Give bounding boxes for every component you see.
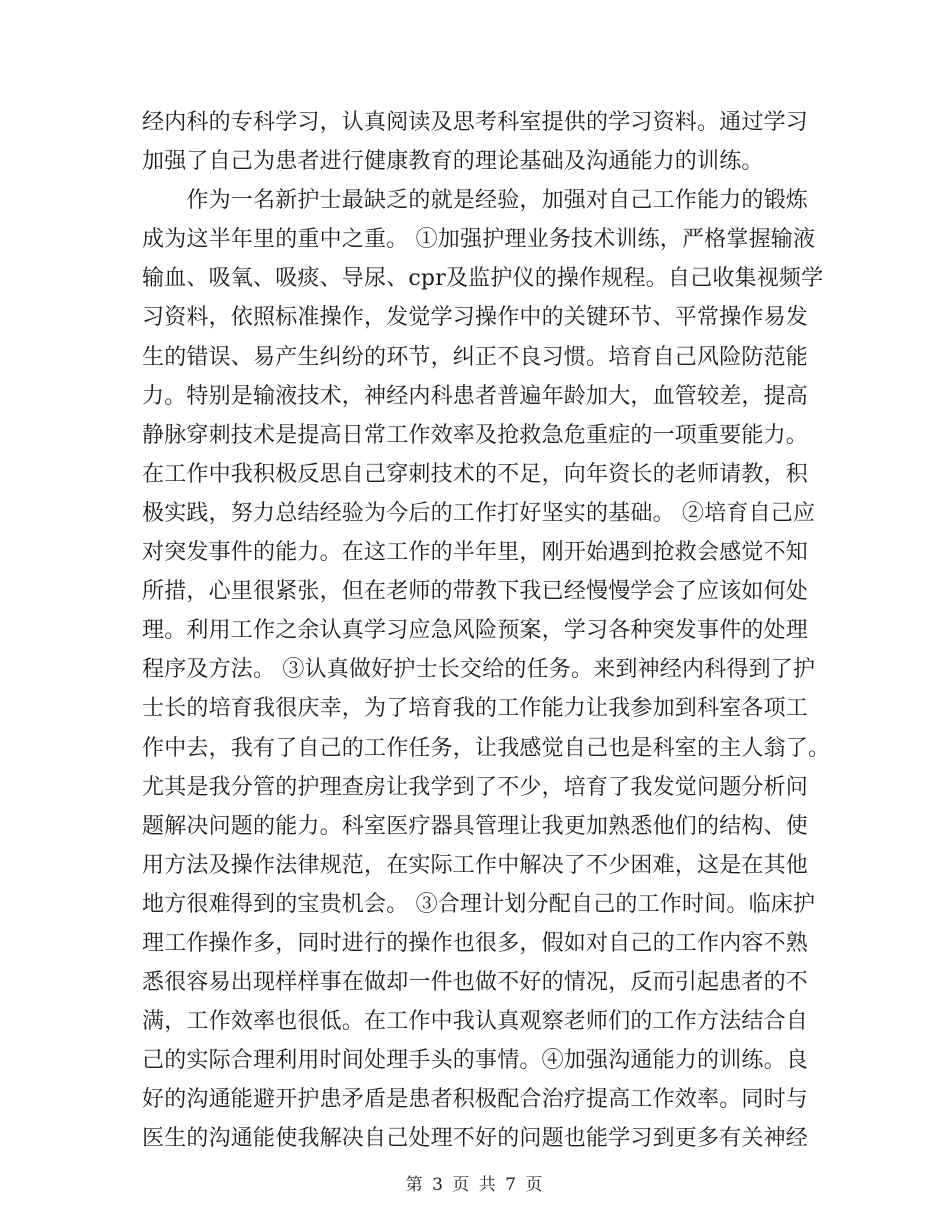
- text-line: 经内科的专科学习，认真阅读及思考科室提供的学习资料。通过学习: [142, 110, 809, 135]
- text-line: 极实践，努力总结经验为今后的工作打好坚实的基础。 ②培育自己应: [142, 500, 816, 526]
- text-line: 作中去，我有了自己的工作任务，让我感觉自己也是科室的主人翁了。: [142, 735, 831, 761]
- text-line: 医生的沟通能使我解决自己处理不好的问题也能学习到更多有关神经: [142, 1126, 809, 1152]
- text-line: 所措，心里很紧张，但在老师的带教下我已经慢慢学会了应该如何处: [142, 579, 809, 605]
- text-line: 加强了自己为患者进行健康教育的理论基础及沟通能力的训练。: [142, 149, 764, 175]
- text-line: 成为这半年里的重中之重。 ①加强护理业务技术训练，严格掌握输液: [142, 227, 816, 253]
- text-line: 程序及方法。 ③认真做好护士长交给的任务。来到神经内科得到了护: [142, 657, 816, 683]
- text-line: 生的错误、易产生纠纷的环节，纠正不良习惯。培育自己风险防范能: [142, 344, 809, 370]
- text-line: 习资料，依照标准操作，发觉学习操作中的关键环节、平常操作易发: [142, 305, 809, 331]
- text-line: 己的实际合理利用时间处理手头的事情。④加强沟通能力的训练。良: [142, 1048, 809, 1074]
- text-line: 对突发事件的能力。在这工作的半年里，刚开始遇到抢救会感觉不知: [142, 540, 809, 566]
- text-line: 悉很容易出现样样事在做却一件也做不好的情况，反而引起患者的不: [142, 970, 809, 996]
- text-line: 士长的培育我很庆幸，为了培育我的工作能力让我参加到科室各项工: [142, 696, 809, 722]
- page-number-footer: 第 3 页 共 7 页: [405, 1175, 545, 1195]
- text-line: 满，工作效率也很低。在工作中我认真观察老师们的工作方法结合自: [142, 1009, 809, 1035]
- text-line: 理。利用工作之余认真学习应急风险预案，学习各种突发事件的处理: [142, 618, 809, 644]
- body-text: [142, 103, 831, 1159]
- text-line: 静脉穿刺技术是提高日常工作效率及抢救急危重症的一项重要能力。: [142, 422, 809, 448]
- text-line: 好的沟通能避开护患矛盾是患者积极配合治疗提高工作效率。同时与: [142, 1087, 809, 1113]
- text-line: 在工作中我积极反思自己穿刺技术的不足，向年资长的老师请教，积: [142, 461, 809, 487]
- text-line: 理工作操作多，同时进行的操作也很多，假如对自己的工作内容不熟: [142, 930, 809, 956]
- text-line: 尤其是我分管的护理查房让我学到了不少，培育了我发觉问题分析问: [142, 774, 809, 800]
- text-line: 用方法及操作法律规范，在实际工作中解决了不少困难，这是在其他: [142, 852, 809, 878]
- text-line: 作为一名新护士最缺乏的就是经验，加强对自己工作能力的锻炼: [142, 188, 809, 214]
- text-line: 输血、吸氧、吸痰、导尿、cpr及监护仪的操作规程。自己收集视频学: [142, 266, 824, 292]
- text-line: 力。特别是输液技术，神经内科患者普遍年龄加大，血管较差，提高: [142, 383, 809, 409]
- text-line: 地方很难得到的宝贵机会。 ③合理计划分配自己的工作时间。临床护: [142, 891, 816, 917]
- text-line: 题解决问题的能力。科室医疗器具管理让我更加熟悉他们的结构、使: [142, 813, 809, 839]
